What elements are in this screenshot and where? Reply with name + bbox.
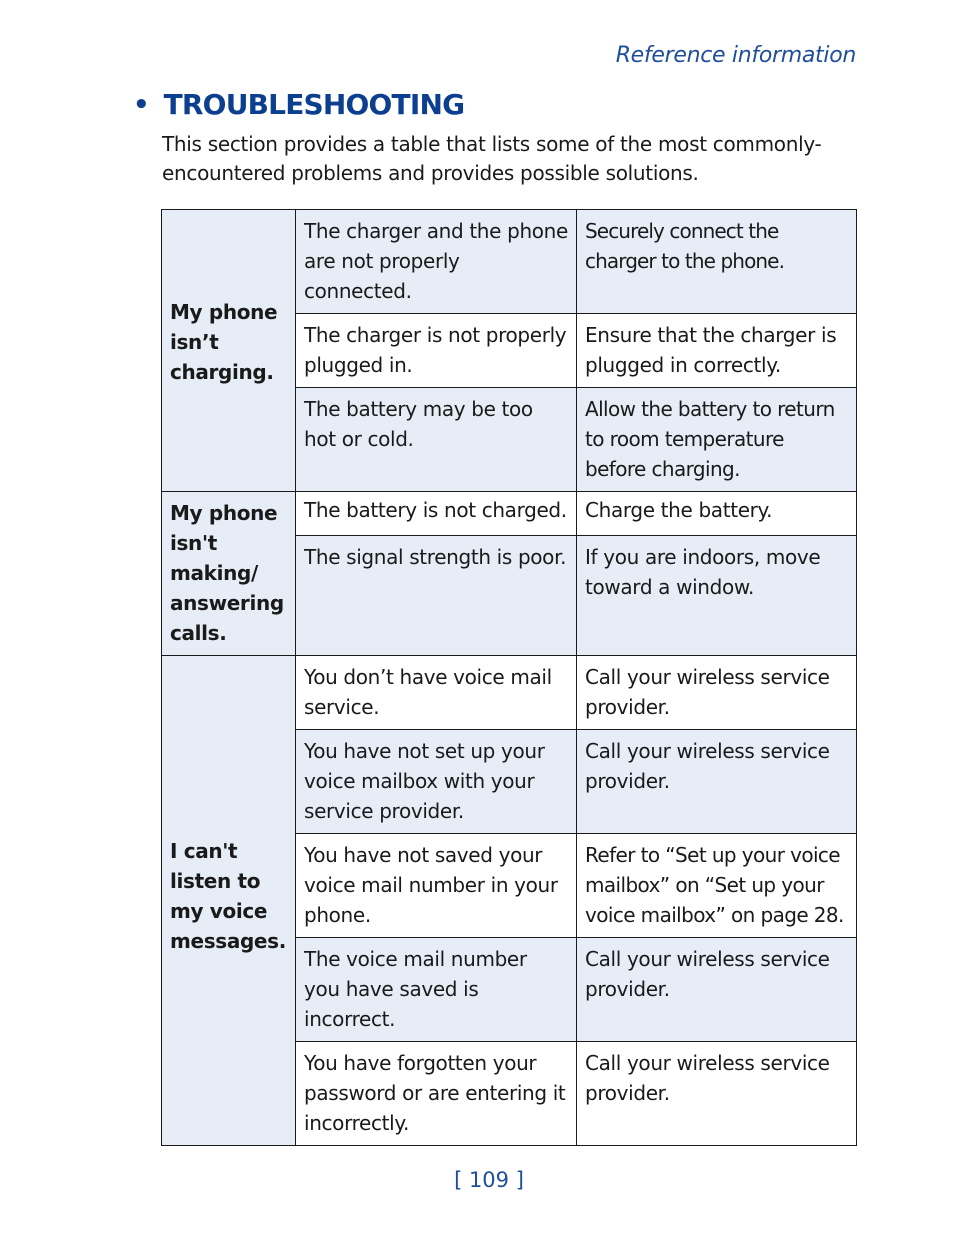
solution-cell: Allow the battery to return to room temperature before charging. — [577, 388, 857, 492]
table-row — [162, 656, 857, 730]
solution-cell: Charge the battery. — [577, 492, 857, 536]
solution-cell: Call your wireless service provider. — [577, 656, 857, 730]
intro-paragraph: This section provides a table that lists some of the most commonly-encountered problems and provides possible solutions. — [162, 132, 822, 185]
bullet-icon: • — [133, 89, 150, 120]
table-row — [162, 210, 857, 314]
cause-cell: The battery may be too hot or cold. — [296, 388, 577, 492]
troubleshooting-table — [161, 209, 857, 1146]
solution-cell: Call your wireless service provider. — [577, 938, 857, 1042]
problem-cell: My phone isn't making/ answering calls. — [162, 492, 296, 656]
solution-cell: Call your wireless service provider. — [577, 730, 857, 834]
page-number: [ 109 ] — [454, 1168, 524, 1192]
cause-cell: You have not saved your voice mail number in your phone. — [296, 834, 577, 938]
cause-cell: The battery is not charged. — [296, 492, 577, 536]
problem-cell: My phone isn’t charging. — [162, 210, 296, 492]
cause-cell: You have forgotten your password or are entering it incorrectly. — [296, 1042, 577, 1146]
cause-cell: You don’t have voice mail service. — [296, 656, 577, 730]
cause-cell: The voice mail number you have saved is incorrect. — [296, 938, 577, 1042]
running-header: Reference information — [615, 43, 856, 68]
section-heading — [133, 88, 464, 121]
cause-cell: The charger is not properly plugged in. — [296, 314, 577, 388]
cause-cell: The signal strength is poor. — [296, 536, 577, 656]
cause-cell: You have not set up your voice mailbox with your service provider. — [296, 730, 577, 834]
section-title: TROUBLESHOOTING — [163, 88, 465, 121]
solution-cell: Ensure that the charger is plugged in correctly. — [577, 314, 857, 388]
solution-cell: Call your wireless service provider. — [577, 1042, 857, 1146]
table-row — [162, 492, 857, 536]
solution-cell: Securely connect the charger to the phone. — [577, 210, 857, 314]
solution-cell: Refer to “Set up your voice mailbox” on “Set up your voice mailbox” on page 28. — [577, 834, 857, 938]
solution-cell: If you are indoors, move toward a window. — [577, 536, 857, 656]
cause-cell: The charger and the phone are not properly connected. — [296, 210, 577, 314]
problem-cell: I can't listen to my voice messages. — [162, 656, 296, 1146]
